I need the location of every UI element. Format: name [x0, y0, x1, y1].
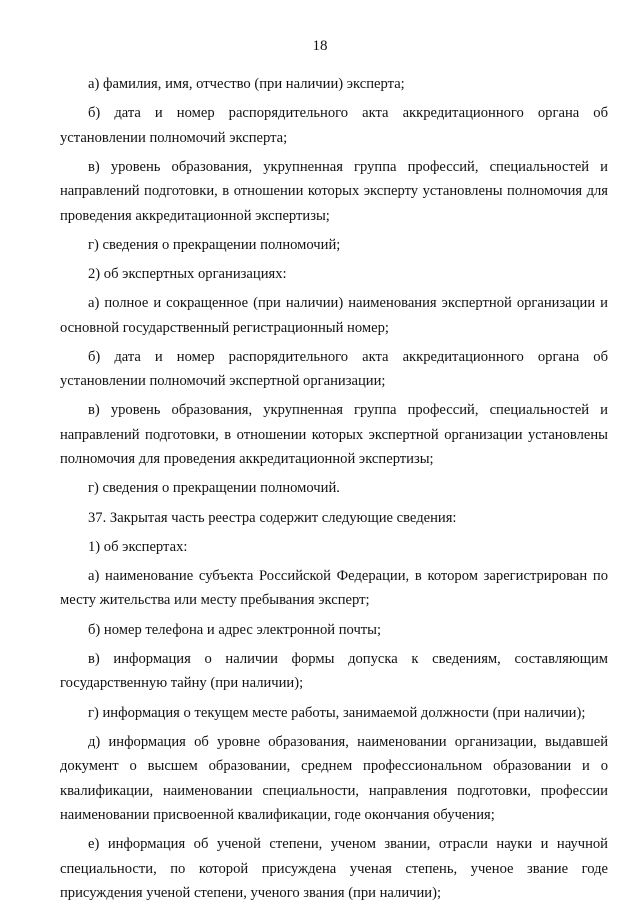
paragraph-expert-education-level: в) уровень образования, укрупненная группа профессий, специальностей и направлений подготовки, в отношении которых эксперту установлены полномочия для проведения аккредитационной экспертизы; — [60, 158, 608, 224]
paragraph-experts-heading: 1) об экспертах: — [88, 538, 188, 555]
paragraph-organization-education-level: в) уровень образования, укрупненная группа профессий, специальностей и направлений подготовки, в отношении которых экспертной организации установлены полномочия для проведения аккредитационной экспертизы; — [60, 402, 608, 468]
paragraph-expert-name: а) фамилия, имя, отчество (при наличии) эксперта; — [88, 76, 405, 92]
paragraph-current-workplace: г) информация о текущем месте работы, занимаемой должности (при наличии); — [88, 704, 586, 721]
paragraph-section-37: 37. Закрытая часть реестра содержит следующие сведения: — [88, 509, 457, 526]
paragraph-organization-name: а) полное и сокращенное (при наличии) наименования экспертной организации и основной государственный регистрационный номер; — [60, 295, 608, 336]
document-body — [60, 72, 608, 910]
paragraph-phone-email: б) номер телефона и адрес электронной почты; — [88, 621, 382, 638]
paragraph-region-name: а) наименование субъекта Российской Федерации, в котором зарегистрирован по месту жительства или месту пребывания эксперт; — [60, 568, 608, 609]
paragraph-security-clearance: в) информация о наличии формы допуска к сведениям, составляющим государственную тайну (при наличии); — [60, 650, 608, 692]
paragraph-expert-organizations-heading: 2) об экспертных организациях: — [88, 266, 287, 283]
paragraph-organization-termination: г) сведения о прекращении полномочий. — [88, 480, 340, 497]
paragraph-expert-act: б) дата и номер распорядительного акта аккредитационного органа об установлении полномочий эксперта; — [60, 105, 608, 146]
page-number: 18 — [312, 38, 328, 54]
paragraph-organization-act: б) дата и номер распорядительного акта аккредитационного органа об установлении полномочий экспертной организации; — [60, 348, 608, 390]
paragraph-expert-termination: г) сведения о прекращении полномочий; — [88, 236, 341, 253]
paragraph-academic-degree: е) информация об ученой степени, ученом звании, отрасли науки и научной специальности, по которой присуждена ученая степень, ученое звание годе присуждения ученой степени, ученого звания (при наличии); — [60, 836, 608, 901]
paragraph-education-info: д) информация об уровне образования, наименовании организации, выдавшей документ о высшем образовании, среднем профессиональном образовании и о квалификации, наименовании специальности, направления подготовки, профессии наименовании присвоенной квалификации, годе окончания обучения; — [60, 733, 608, 823]
